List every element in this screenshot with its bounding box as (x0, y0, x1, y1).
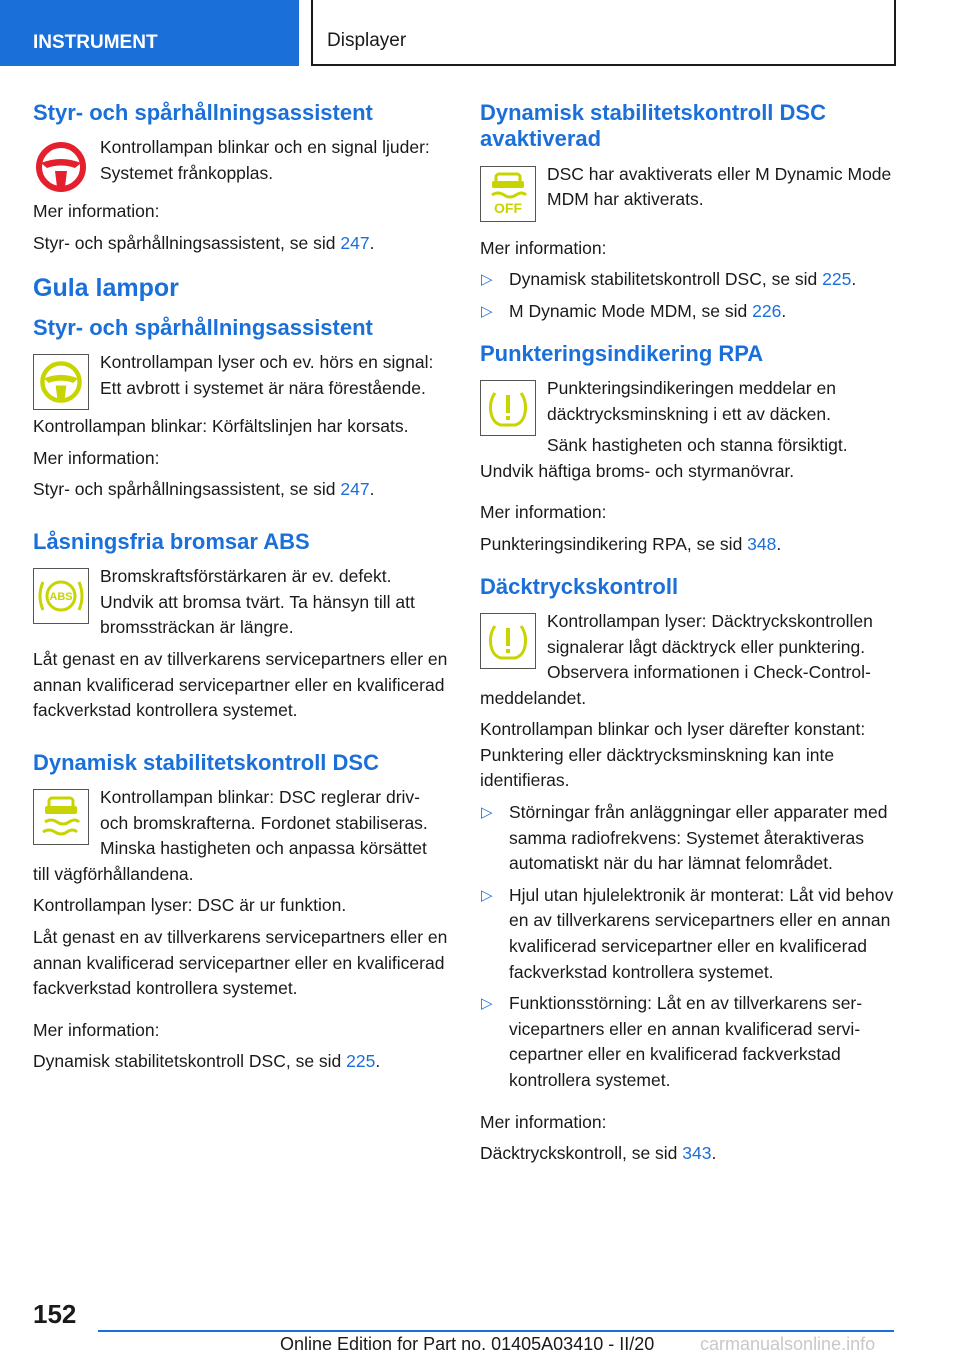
steering-wheel-yellow-icon (33, 354, 89, 410)
list-item: ▷ M Dynamic Mode MDM, se sid 226. (480, 299, 895, 325)
tpm-cause-list (480, 800, 895, 1094)
list-item: ▷ Dynamisk stabilitetskontroll DSC, se sid 225. (480, 267, 895, 293)
heading-tpm: Däcktryckskontroll (480, 573, 679, 599)
steering-wheel-red-icon (33, 139, 89, 195)
page-link[interactable]: 225 (822, 269, 852, 290)
rpa-text: Punkteringsindikeringen meddelar en däcktrycksminskning i ett av däcken. (547, 377, 836, 424)
triangle-bullet-icon: ▷ (481, 271, 493, 289)
header-section-tab: INSTRUMENT (0, 0, 299, 66)
dsc-text: Kontrollampan blinkar: DSC reglerar driv- och bromskrafterna. Fordonet stabiliseras. Minska hastigheten och anpassa körsättet till vägförhållandena. (33, 787, 428, 884)
dsc-service-text: Låt genast en av tillverkarens servicepartners eller en annan kvalificerad servicepartner eller en kvalificerad fackverkstad kontrollera systemet. (33, 927, 448, 999)
list-item: ▷ Störningar från anläggningar eller apparater med samma radiofrekvens: Systemet återaktiveras automatiskt när du har lämnat felområdet. (481, 802, 888, 874)
heading-dsc-off: Dynamisk stabilitetskontroll DSC avaktiverad (480, 100, 826, 152)
lane-assist-blink-text: Kontrollampan blinkar: Körfältslinjen har korsats. (33, 415, 409, 436)
abs-service-text: Låt genast en av tillverkarens servicepartners eller en annan kvalificerad servicepartner eller en kvalificerad fackverkstad kontrollera systemet. (33, 648, 448, 721)
header-page-title: Displayer (311, 0, 896, 66)
tire-warning-icon (480, 380, 536, 436)
list-item: ▷ Funktionsstörning: Låt en av tillverkarens servicepartners eller en annan kvalificerad servicepartner eller en kvalificerad fackverkstad kontrollera systemet. (481, 993, 863, 1090)
page-link[interactable]: 225 (346, 1051, 376, 1072)
footer-edition: Online Edition for Part no. 01405A03410 - II/20 (280, 1334, 655, 1354)
more-info-label: Mer information: (480, 1111, 607, 1132)
page-link[interactable]: 343 (682, 1143, 712, 1164)
abs-text: Bromskraftsförstärkaren är ev. defekt. Undvik att bromsa tvärt. Ta hänsyn till att bromssträckan är längre. (100, 566, 415, 638)
rpa-action-text: Sänk hastigheten och stanna försiktigt. Undvik häftiga broms- och styrmanövrar. (480, 435, 848, 481)
tire-pressure-icon (480, 613, 536, 669)
more-info-label: Mer information: (33, 447, 160, 468)
footer-watermark: carmanualsonline.info (700, 1334, 876, 1354)
list-item: ▷ Hjul utan hjulelektronik är monterat: Låt vid behov en av tillverkarens servicepartners eller en annan kvalificerad servicepartner eller en kvalificerad fackverkstad kontrollera systemet. (481, 884, 894, 982)
tpm-text: Kontrollampan lyser: Däcktryckskontrollen signalerar lågt däcktryck eller punktering. Observera informationen i Check-Control-meddelandet. (480, 610, 873, 708)
right-column (480, 100, 895, 1173)
page-link[interactable]: 247 (340, 232, 370, 253)
lane-assist-red-text: Kontrollampan blinkar och en signal ljuder: Systemet frånkopplas. (100, 137, 430, 183)
svg-text:ABS: ABS (49, 591, 73, 604)
page-link[interactable]: 247 (340, 479, 370, 500)
more-info-label: Mer information: (480, 502, 607, 523)
heading-rpa: Punkteringsindikering RPA (480, 340, 764, 366)
triangle-bullet-icon: ▷ (481, 302, 493, 320)
heading-yellow-lamps: Gula lampor (33, 273, 179, 302)
reference-line: Däcktryckskontroll, se sid 343. (480, 1143, 717, 1164)
reference-line: Styr- och spårhållningsassistent, se sid 247. (33, 232, 375, 253)
reference-line: Punkteringsindikering RPA, se sid 348. (480, 533, 782, 554)
dsc-off-icon (480, 166, 536, 222)
tpm-blink-text: Kontrollampan blinkar och lyser därefter konstant: Punktering eller däcktrycksminskning kan inte identifieras. (480, 719, 866, 791)
triangle-bullet-icon: ▷ (481, 804, 493, 822)
heading-lane-assist-yellow: Styr- och spårhållningsassistent (33, 314, 373, 340)
dsc-lit-text: Kontrollampan lyser: DSC är ur funktion. (33, 895, 347, 916)
reference-line: Dynamisk stabilitetskontroll DSC, se sid 225. (33, 1051, 381, 1072)
dsc-off-text: DSC har avaktiverats eller M Dynamic Mode MDM har aktiverats. (547, 163, 892, 210)
svg-text:OFF: OFF (494, 199, 522, 216)
heading-dsc: Dynamisk stabilitetskontroll DSC (33, 749, 379, 775)
page-link[interactable]: 348 (747, 533, 777, 554)
reference-line: Styr- och spårhållningsassistent, se sid 247. (33, 479, 375, 500)
lane-assist-yellow-text: Kontrollampan lyser och ev. hörs en signal: Ett avbrott i systemet är nära förestående. (100, 351, 434, 398)
dsc-icon (33, 789, 89, 845)
footer-divider (98, 1330, 894, 1332)
page-link[interactable]: 226 (752, 300, 782, 321)
abs-icon (33, 568, 89, 624)
heading-lane-assist-red: Styr- och spårhållningsassistent (33, 100, 373, 125)
more-info-label: Mer information: (480, 237, 607, 258)
more-info-label: Mer information: (33, 201, 160, 222)
reference-list (480, 267, 895, 324)
heading-abs: Låsningsfria bromsar ABS (33, 528, 310, 554)
triangle-bullet-icon: ▷ (481, 886, 493, 904)
left-column (33, 100, 448, 1081)
triangle-bullet-icon: ▷ (481, 995, 493, 1013)
page-number: 152 (33, 1299, 77, 1329)
more-info-label: Mer information: (33, 1019, 160, 1040)
